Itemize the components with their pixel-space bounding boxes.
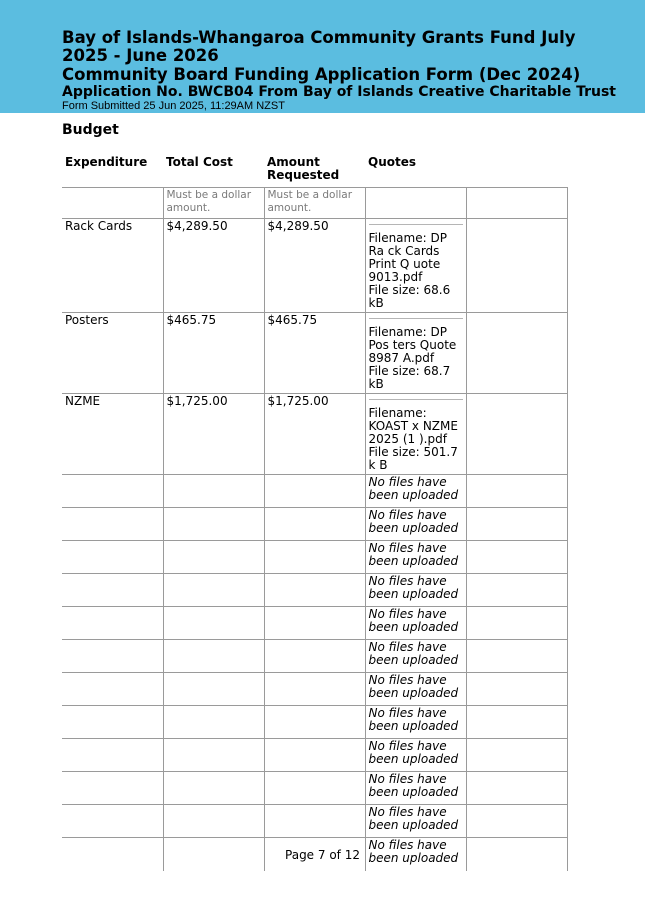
cell-expenditure (62, 508, 163, 541)
cell-expenditure (62, 805, 163, 838)
form-title: Bay of Islands-Whangaroa Community Grants Fund July 2025 - June 2026 (62, 28, 576, 65)
cell-blank (466, 508, 567, 541)
quote-filename[interactable]: Filename: KOAST x NZME 2025 (1 ).pdf (368, 406, 458, 446)
cell-amount-requested (264, 673, 365, 706)
cell-total-cost: $4,289.50 (163, 219, 264, 313)
cell-expenditure (62, 574, 163, 607)
cell-total-cost (163, 772, 264, 805)
cell-expenditure (62, 475, 163, 508)
cell-blank (466, 607, 567, 640)
table-row (62, 607, 567, 640)
cell-blank (466, 673, 567, 706)
cell-blank (466, 805, 567, 838)
table-row (62, 508, 567, 541)
page-number: Page 7 of 12 (285, 848, 360, 862)
col-header-expenditure: Expenditure (65, 155, 148, 169)
cell-blank (466, 706, 567, 739)
cell-blank (466, 574, 567, 607)
cell-no-files: No files have been uploaded (365, 739, 466, 772)
col-header-total-cost: Total Cost (166, 155, 233, 169)
cell-blank (466, 475, 567, 508)
cell-total-cost: $465.75 (163, 313, 264, 394)
cell-quote-file[interactable] (365, 394, 466, 475)
table-row (62, 772, 567, 805)
cell-amount-requested (264, 772, 365, 805)
hint-cell-blank-2 (466, 188, 567, 219)
cell-no-files: No files have been uploaded (365, 838, 466, 871)
cell-no-files: No files have been uploaded (365, 475, 466, 508)
cell-quote-file[interactable] (365, 313, 466, 394)
form-subtitle: Community Board Funding Application Form (Dec 2024) (62, 65, 581, 84)
cell-total-cost (163, 541, 264, 574)
cell-no-files: No files have been uploaded (365, 541, 466, 574)
cell-expenditure (62, 640, 163, 673)
budget-table (62, 155, 568, 871)
cell-blank (466, 394, 567, 475)
section-title: Budget (62, 122, 119, 138)
cell-no-files: No files have been uploaded (365, 508, 466, 541)
cell-amount-requested (264, 508, 365, 541)
table-row (62, 219, 567, 313)
cell-expenditure (62, 706, 163, 739)
cell-no-files: No files have been uploaded (365, 805, 466, 838)
cell-total-cost: $1,725.00 (163, 394, 264, 475)
cell-blank (466, 541, 567, 574)
cell-expenditure (62, 673, 163, 706)
cell-amount-requested (264, 607, 365, 640)
cell-blank (466, 313, 567, 394)
cell-expenditure: Rack Cards (62, 219, 163, 313)
cell-total-cost (163, 574, 264, 607)
quote-filename[interactable]: Filename: DP Pos ters Quote 8987 A.pdf (368, 325, 457, 365)
cell-amount-requested: $1,725.00 (264, 394, 365, 475)
cell-expenditure (62, 739, 163, 772)
table-row (62, 541, 567, 574)
col-header-amount-requested: Amount Requested (267, 155, 340, 182)
cell-total-cost (163, 673, 264, 706)
table-row (62, 640, 567, 673)
cell-expenditure: Posters (62, 313, 163, 394)
cell-blank (466, 219, 567, 313)
cell-amount-requested (264, 640, 365, 673)
cell-amount-requested: $4,289.50 (264, 219, 365, 313)
cell-amount-requested (264, 541, 365, 574)
hint-row (62, 188, 567, 219)
cell-total-cost (163, 739, 264, 772)
cell-amount-requested (264, 805, 365, 838)
cell-no-files: No files have been uploaded (365, 640, 466, 673)
cell-amount-requested (264, 706, 365, 739)
table-header-row (62, 155, 567, 188)
cell-total-cost (163, 508, 264, 541)
cell-blank (466, 739, 567, 772)
cell-expenditure (62, 541, 163, 574)
table-row (62, 805, 567, 838)
cell-total-cost (163, 640, 264, 673)
cell-blank (466, 772, 567, 805)
file-divider (369, 399, 463, 400)
table-row (62, 739, 567, 772)
page-header (0, 0, 645, 113)
hint-cell-blank (62, 188, 163, 219)
cell-expenditure: NZME (62, 394, 163, 475)
quote-filesize: File size: 501.7 k B (368, 445, 458, 472)
cell-total-cost (163, 475, 264, 508)
cell-no-files: No files have been uploaded (365, 607, 466, 640)
hint-total-cost: Must be a dollar amount. (163, 188, 264, 219)
cell-expenditure (62, 607, 163, 640)
cell-quote-file[interactable] (365, 219, 466, 313)
table-row (62, 313, 567, 394)
file-divider (369, 224, 463, 225)
quote-filename[interactable]: Filename: DP Ra ck Cards Print Q uote 9013.pdf (368, 231, 447, 284)
cell-no-files: No files have been uploaded (365, 574, 466, 607)
cell-no-files: No files have been uploaded (365, 706, 466, 739)
cell-blank (466, 640, 567, 673)
submitted-timestamp: Form Submitted 25 Jun 2025, 11:29AM NZST (62, 100, 285, 112)
table-row (62, 673, 567, 706)
table-row (62, 394, 567, 475)
cell-total-cost (163, 706, 264, 739)
cell-no-files: No files have been uploaded (365, 772, 466, 805)
cell-total-cost (163, 607, 264, 640)
table-row (62, 475, 567, 508)
quote-filesize: File size: 68.6 kB (368, 283, 451, 310)
application-number: Application No. BWCB04 From Bay of Islands Creative Charitable Trust (62, 84, 616, 100)
cell-no-files: No files have been uploaded (365, 673, 466, 706)
table-row (62, 706, 567, 739)
table-row (62, 574, 567, 607)
cell-amount-requested (264, 475, 365, 508)
hint-quotes (365, 188, 466, 219)
cell-amount-requested (264, 574, 365, 607)
cell-amount-requested (264, 739, 365, 772)
file-divider (369, 318, 463, 319)
col-header-blank (466, 155, 567, 188)
cell-expenditure (62, 772, 163, 805)
cell-amount-requested: $465.75 (264, 313, 365, 394)
hint-amount-requested: Must be a dollar amount. (264, 188, 365, 219)
quote-filesize: File size: 68.7 kB (368, 364, 451, 391)
cell-total-cost (163, 805, 264, 838)
col-header-quotes: Quotes (368, 155, 417, 169)
